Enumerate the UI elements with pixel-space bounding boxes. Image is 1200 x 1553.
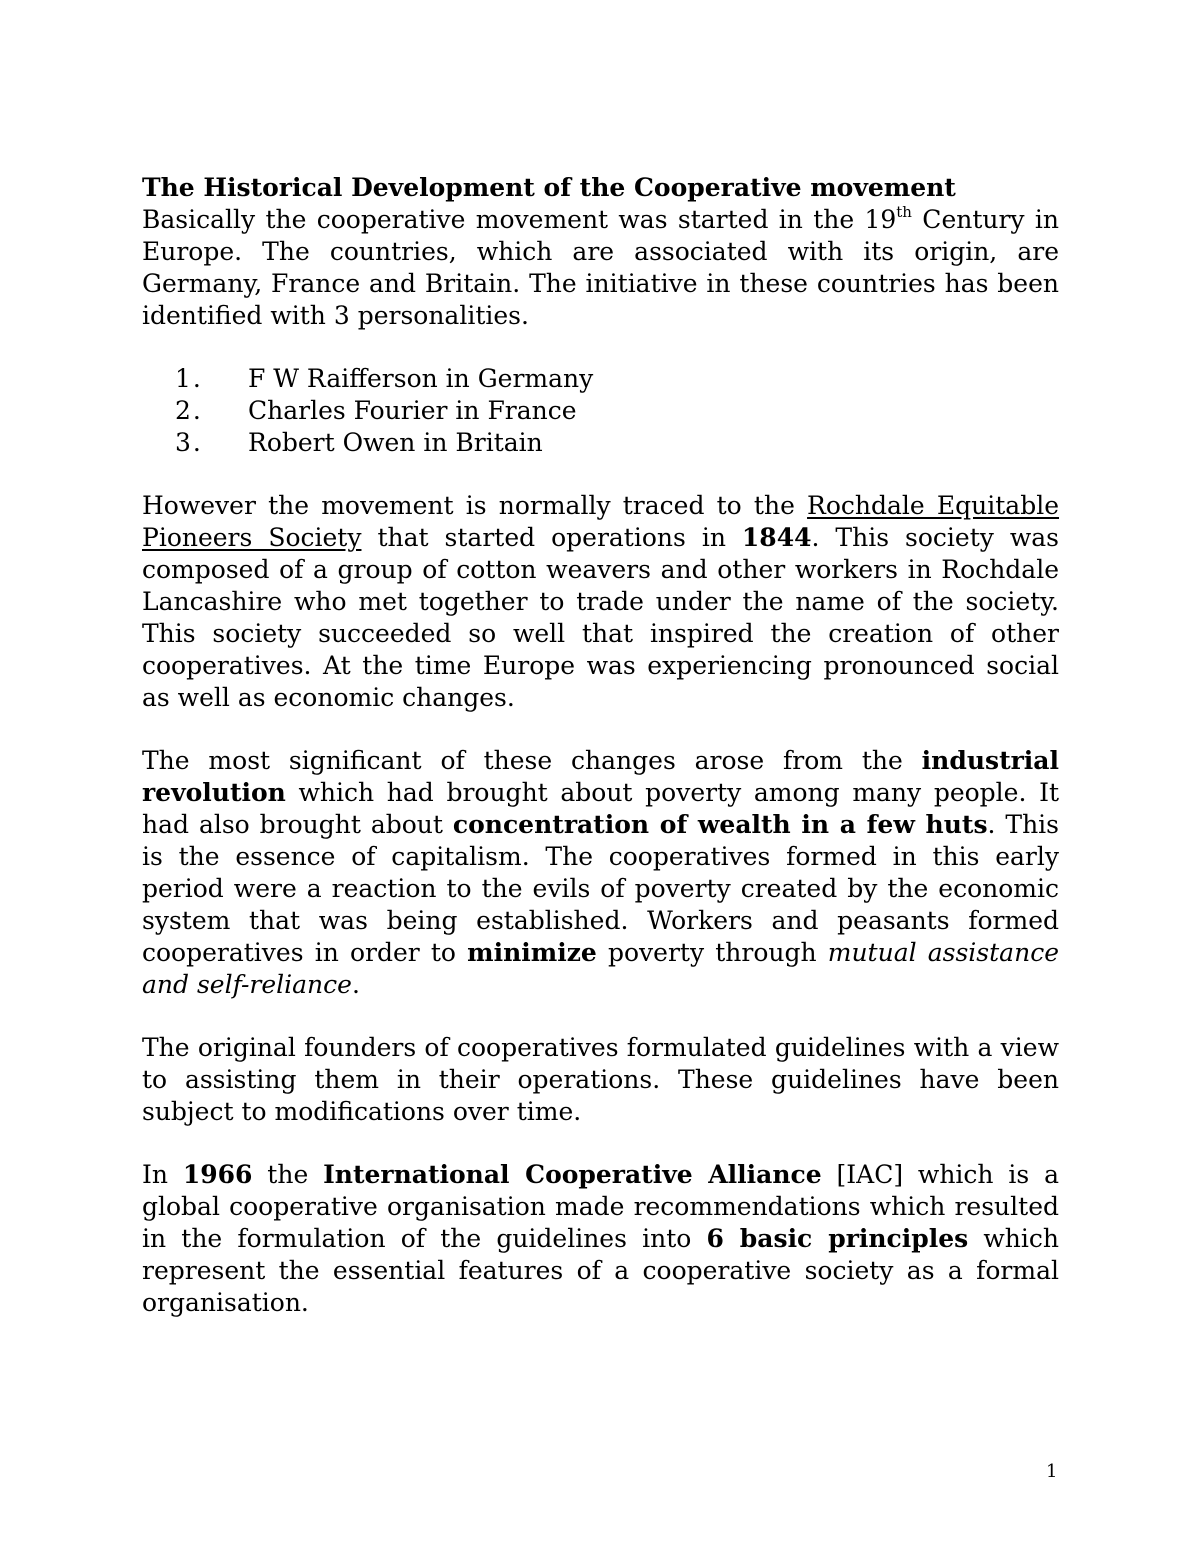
ica-text-4: which represent the essential features of a cooperative society as a formal organisation. xyxy=(142,1224,1059,1317)
founders-guidelines-paragraph: The original founders of cooperatives formulated guidelines with a view to assisting them in their operations. These guidelines have been subject to modifications over time. xyxy=(142,1033,1059,1126)
founders-list xyxy=(142,363,1059,459)
rochdale-paragraph xyxy=(142,490,1059,714)
ica-text-2: the xyxy=(252,1160,324,1189)
list-item-text: Charles Fourier in France xyxy=(248,396,577,425)
list-item xyxy=(142,395,1059,427)
industrial-paragraph xyxy=(142,745,1059,1001)
paragraph-gap xyxy=(142,1001,1059,1032)
list-number: 1. xyxy=(175,364,203,393)
ica-paragraph xyxy=(142,1159,1059,1319)
intro-paragraph xyxy=(142,204,1059,332)
list-item-text: F W Raifferson in Germany xyxy=(248,364,594,393)
ica-text-3: [IAC] which is a global cooperative organisation made recommendations which resulted in the formulation of the guidelines into xyxy=(142,1160,1059,1253)
document-body xyxy=(142,172,1059,1319)
industrial-text-4: poverty through xyxy=(596,938,828,967)
list-item-text: Robert Owen in Britain xyxy=(248,428,543,457)
rochdale-text-3: . This society was composed of a group of cotton weavers and other workers in Rochdale Lancashire who met together to trade under the name of the society. This society succeeded so well that inspired the creation of other cooperatives. At the time Europe was experiencing pronounced social as well as economic changes. xyxy=(142,523,1059,712)
rochdale-text-2: that started operations in xyxy=(361,523,742,552)
intro-text-1: Basically the cooperative movement was started in the 19 xyxy=(142,205,897,234)
year-1844: 1844 xyxy=(741,523,812,552)
rochdale-text-1: However the movement is normally traced to the xyxy=(142,491,808,520)
ica-name-bold: International Cooperative Alliance xyxy=(323,1160,822,1189)
rochdale-society-name: Rochdale Equitable Pioneers Society xyxy=(142,491,1060,552)
intro-text-2: Century in Europe. The countries, which are associated with its origin, are Germany, France and Britain. The initiative in these countries has been identified with 3 personalities. xyxy=(142,205,1059,330)
list-item xyxy=(142,363,1059,395)
industrial-text-5: . xyxy=(351,970,360,999)
page-number: 1 xyxy=(1046,1461,1058,1482)
year-1966: 1966 xyxy=(182,1160,253,1189)
list-number: 2. xyxy=(175,396,203,425)
industrial-text-2: which had brought about poverty among many people. It had also brought about xyxy=(142,778,1059,839)
mutual-assistance-italic: mutual assistance and self-reliance xyxy=(142,938,1059,999)
list-item xyxy=(142,427,1059,459)
list-number: 3. xyxy=(175,428,203,457)
industrial-text-1: The most significant of these changes arose from the xyxy=(142,746,922,775)
paragraph-gap xyxy=(142,332,1059,363)
paragraph-gap xyxy=(142,459,1059,490)
superscript-th: th xyxy=(896,202,912,221)
paragraph-gap xyxy=(142,1128,1059,1159)
ica-text-1: In xyxy=(142,1160,183,1189)
paragraph-gap xyxy=(142,714,1059,745)
basic-principles-bold: 6 basic principles xyxy=(706,1224,969,1253)
wealth-concentration-bold: concentration of wealth in a few huts xyxy=(452,810,988,839)
industrial-revolution-bold: industrial revolution xyxy=(142,746,1059,807)
document-title: The Historical Development of the Cooperative movement xyxy=(142,173,956,202)
industrial-text-3: . This is the essence of capitalism. The cooperatives formed in this early period were a reaction to the evils of poverty created by the economic system that was being established. Workers and peasants formed cooperatives in order to xyxy=(142,810,1059,967)
minimize-bold: minimize xyxy=(467,938,597,967)
